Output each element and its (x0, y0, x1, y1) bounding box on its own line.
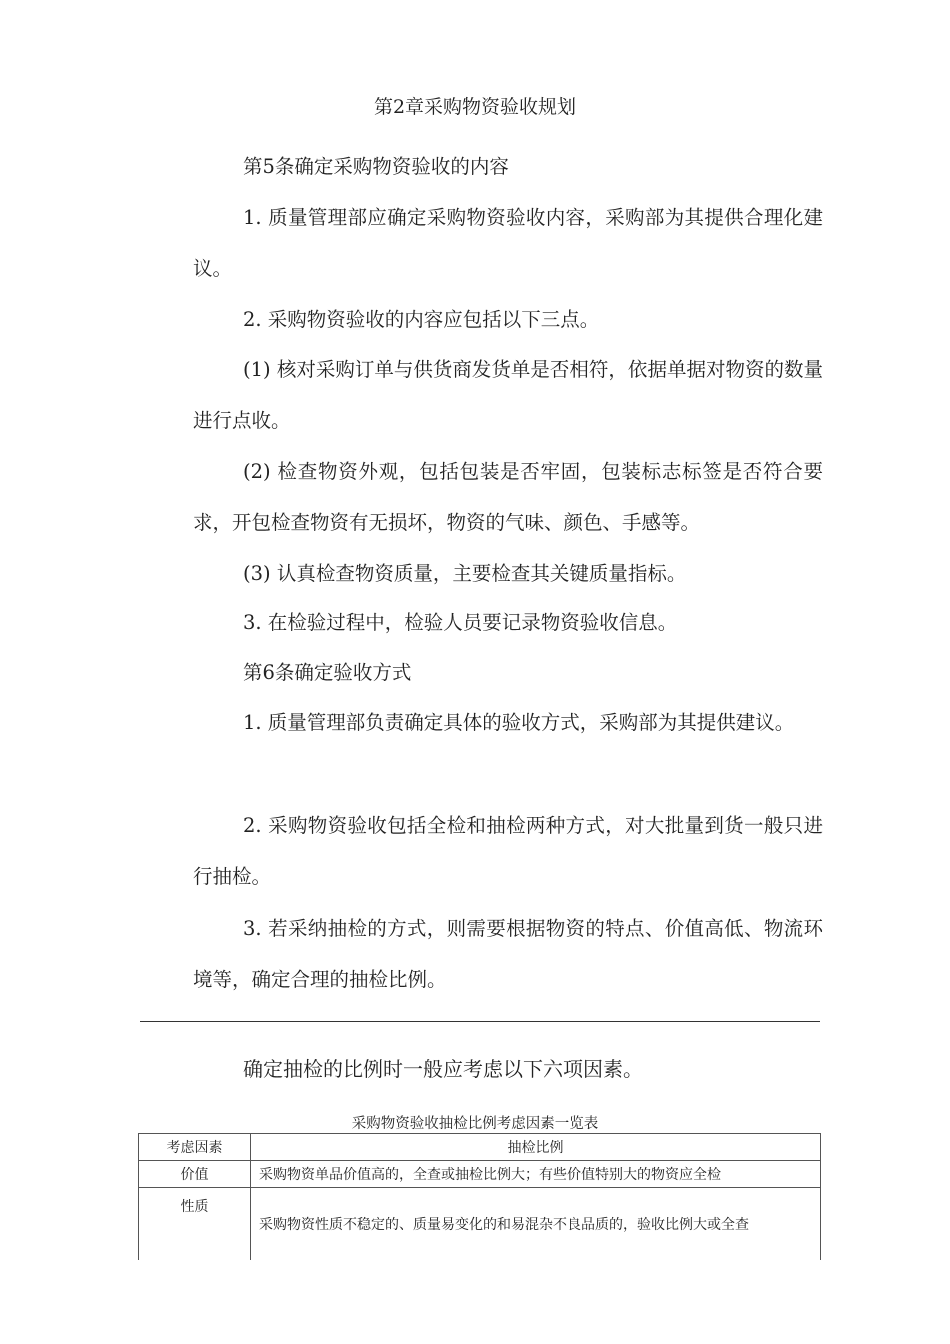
article-6-item-3: 3. 若采纳抽检的方式，则需要根据物资的特点、价值高低、物流环境等，确定合理的抽检比例。 (193, 917, 823, 991)
article-5-item-2-sub-2: (2) 检查物资外观，包括包装是否牢固，包装标志标签是否符合要求，开包检查物资有无损坏，物资的气味、颜色、手感等。 (193, 460, 823, 534)
table-header-row (139, 1134, 821, 1161)
sampling-intro-text: 确定抽检的比例时一般应考虑以下六项因素。 (243, 1057, 643, 1081)
row-factor-cell: 性质 (139, 1188, 251, 1261)
table-row (139, 1188, 821, 1261)
row-factor-cell: 价值 (139, 1161, 251, 1188)
article-6-heading: 第6条确定验收方式 (243, 661, 412, 684)
row-ratio-cell: 采购物资单品价值高的，全查或抽检比例大；有些价值特别大的物资应全检 (251, 1161, 821, 1188)
article-6-item-1: 1. 质量管理部负责确定具体的验收方式，采购部为其提供建议。 (243, 711, 795, 734)
row-ratio-cell: 采购物资性质不稳定的、质量易变化的和易混杂不良品质的，验收比例大或全查 (251, 1188, 821, 1261)
article-5-heading: 第5条确定采购物资验收的内容 (243, 155, 509, 178)
article-5-item-3: 3. 在检验过程中，检验人员要记录物资验收信息。 (243, 611, 678, 634)
header-ratio: 抽检比例 (251, 1134, 821, 1161)
article-5-item-2-sub-3: (3) 认真检查物资质量，主要检查其关键质量指标。 (243, 562, 687, 585)
sampling-factors-table (138, 1133, 821, 1260)
article-5-item-2: 2. 采购物资验收的内容应包括以下三点。 (243, 308, 600, 331)
table-row (139, 1161, 821, 1188)
chapter-title: 第2章采购物资验收规划 (373, 96, 577, 118)
table-caption: 采购物资验收抽检比例考虑因素一览表 (351, 1116, 599, 1132)
article-5-item-2-sub-1: (1) 核对采购订单与供货商发货单是否相符，依据单据对物资的数量进行点收。 (193, 358, 823, 432)
article-5-item-1: 1. 质量管理部应确定采购物资验收内容，采购部为其提供合理化建议。 (193, 206, 823, 280)
horizontal-divider (140, 1021, 820, 1022)
header-factor: 考虑因素 (139, 1134, 251, 1161)
article-6-item-2: 2. 采购物资验收包括全检和抽检两种方式，对大批量到货一般只进行抽检。 (193, 814, 823, 888)
